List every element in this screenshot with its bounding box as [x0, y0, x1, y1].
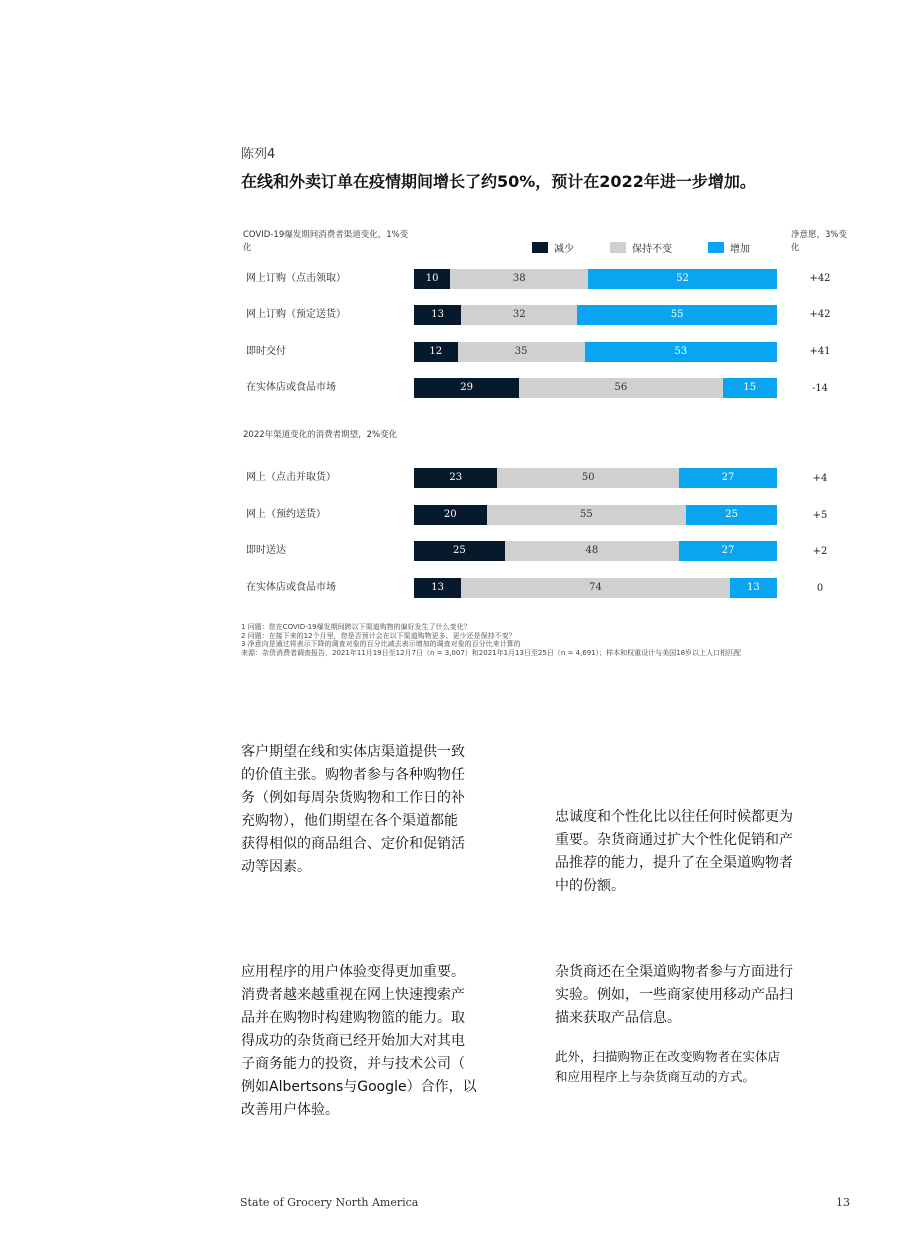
bar-segment-increase: 27 — [679, 468, 777, 488]
chart1-row-label: 即时交付 — [246, 346, 286, 357]
bar-segment-increase: 27 — [679, 541, 777, 561]
chart2-net-value: +4 — [812, 473, 828, 484]
text-line: 的价值主张。购物者参与各种购物任 — [241, 767, 465, 783]
legend-swatch-decrease — [532, 242, 548, 253]
text-line: 务（例如每周杂货购物和工作日的补 — [241, 790, 465, 806]
chart1-bar-0 — [414, 269, 777, 289]
text-line: 子商务能力的投资，并与技术公司（ — [241, 1056, 465, 1072]
text-line: 应用程序的用户体验变得更加重要。 — [241, 964, 465, 980]
footer-publication: State of Grocery North America — [240, 1196, 419, 1209]
chart1-bar-3 — [414, 378, 777, 398]
text-line: 重要。杂货商通过扩大个性化促销和产 — [555, 832, 793, 848]
footnote-2: 2 问题：在接下来的12个月里，您是否预计会在以下渠道购物更多、更少还是保持不变？ — [241, 631, 516, 640]
legend-label-increase: 增加 — [730, 244, 750, 255]
bar-segment-decrease: 25 — [414, 541, 505, 561]
text-line: 充购物），他们期望在各个渠道都能 — [241, 813, 458, 829]
paragraph-app-experience — [241, 961, 526, 1122]
footnotes — [241, 623, 861, 657]
chart1-net-value: -14 — [811, 383, 829, 394]
text-line: 中的份额。 — [555, 878, 625, 894]
paragraph-consistent-value — [241, 741, 521, 879]
paragraph-experiment — [555, 961, 845, 1030]
text-line: 杂货商还在全渠道购物者参与方面进行 — [555, 964, 793, 980]
footer-page-number: 13 — [836, 1196, 850, 1209]
paragraph-loyalty — [555, 806, 845, 898]
text-line: 此外，扫描购物正在改变购物者在实体店 — [555, 1049, 781, 1064]
chart1-bar-2 — [414, 342, 777, 362]
legend-swatch-same — [610, 242, 626, 253]
chart2-row-label: 网上（点击并取货） — [246, 472, 336, 483]
footnote-3: 3 净意向是通过将表示下降的调查对象的百分比减去表示增加的调查对象的百分比来计算的 — [241, 640, 521, 649]
text-line: 客户期望在线和实体店渠道提供一致 — [241, 744, 465, 760]
text-line: 品推荐的能力，提升了在全渠道购物者 — [555, 855, 793, 871]
net-intent-header: 净意愿，3%变化 — [791, 230, 847, 253]
text-line: 和应用程序上与杂货商互动的方式。 — [555, 1069, 756, 1084]
exhibit-title: 在线和外卖订单在疫情期间增长了约50%，预计在2022年进一步增加。 — [241, 172, 756, 191]
chart1-row-label: 网上订购（预定送货） — [246, 309, 346, 320]
bar-segment-same: 74 — [461, 578, 730, 598]
bar-segment-increase: 53 — [585, 342, 777, 362]
bar-segment-increase: 55 — [577, 305, 777, 325]
chart2-bar-2 — [414, 541, 777, 561]
bar-segment-increase: 52 — [588, 269, 777, 289]
text-line: 例如Albertsons与Google）合作，以 — [241, 1079, 477, 1095]
bar-segment-same: 35 — [458, 342, 585, 362]
chart1-bar-1 — [414, 305, 777, 325]
legend-label-same: 保持不变 — [632, 244, 672, 255]
text-line: 动等因素。 — [241, 859, 311, 875]
chart2-title: 2022年渠道变化的消费者期望，2%变化 — [243, 430, 398, 440]
chart2-bar-3 — [414, 578, 777, 598]
bar-segment-increase: 25 — [686, 505, 777, 525]
bar-segment-same: 56 — [519, 378, 722, 398]
paragraph-scan-shopping — [555, 1047, 845, 1087]
chart1-net-value: +42 — [809, 309, 831, 320]
legend-increase — [708, 240, 750, 255]
text-line: 获得相似的商品组合、定价和促销活 — [241, 836, 465, 852]
bar-segment-decrease: 29 — [414, 378, 519, 398]
bar-segment-same: 55 — [487, 505, 687, 525]
text-line: 实验。例如，一些商家使用移动产品扫 — [555, 987, 793, 1003]
exhibit-label: 陈列4 — [241, 147, 276, 162]
footnote-1: 1 问题：您在COVID-19爆发期间跨以下渠道购物的偏好发生了什么变化？ — [241, 623, 471, 631]
bar-segment-decrease: 20 — [414, 505, 487, 525]
chart2-row-label: 在实体店或食品市场 — [246, 582, 336, 593]
bar-segment-decrease: 13 — [414, 578, 461, 598]
bar-segment-same: 38 — [450, 269, 588, 289]
text-line: 得成功的杂货商已经开始加大对其电 — [241, 1033, 465, 1049]
chart2-bar-0 — [414, 468, 777, 488]
text-line: 忠诚度和个性化比以往任何时候都更为 — [555, 809, 793, 825]
text-line: 消费者越来越重视在网上快速搜索产 — [241, 987, 465, 1003]
chart2-net-value: +2 — [812, 546, 828, 557]
legend-same — [610, 240, 672, 255]
bar-segment-same: 32 — [461, 305, 577, 325]
text-line: 改善用户体验。 — [241, 1102, 339, 1118]
chart2-row-label: 网上（预约送货） — [246, 509, 326, 520]
text-line: 品并在购物时构建购物篮的能力。取 — [241, 1010, 465, 1026]
bar-segment-increase: 15 — [723, 378, 777, 398]
bar-segment-same: 50 — [497, 468, 679, 488]
chart2-net-value: +5 — [812, 510, 828, 521]
legend-label-decrease: 减少 — [554, 244, 574, 255]
chart1-net-value: +42 — [809, 273, 831, 284]
chart2-row-label: 即时送达 — [246, 545, 286, 556]
bar-segment-decrease: 12 — [414, 342, 458, 362]
bar-segment-same: 48 — [505, 541, 679, 561]
footnote-source: 来源：杂货消费者调查报告，2021年11月19日至12月7日（n = 3,007）和2021年1月13日至25日（n = 4,691）；样本和权重设计与美国18岁以上人口相匹配 — [241, 648, 742, 657]
bar-segment-decrease: 10 — [414, 269, 450, 289]
chart2-bar-1 — [414, 505, 777, 525]
chart2-net-value: 0 — [816, 583, 824, 594]
chart1-net-value: +41 — [809, 346, 831, 357]
bar-segment-increase: 13 — [730, 578, 777, 598]
chart1-row-label: 在实体店或食品市场 — [246, 382, 336, 393]
legend-swatch-increase — [708, 242, 724, 253]
chart1-row-label: 网上订购（点击领取） — [246, 273, 346, 284]
bar-segment-decrease: 23 — [414, 468, 497, 488]
bar-segment-decrease: 13 — [414, 305, 461, 325]
text-line: 描来获取产品信息。 — [555, 1010, 681, 1026]
legend-decrease — [532, 240, 574, 255]
chart1-title: COVID-19爆发期间消费者渠道变化，1%变化 — [243, 230, 409, 253]
